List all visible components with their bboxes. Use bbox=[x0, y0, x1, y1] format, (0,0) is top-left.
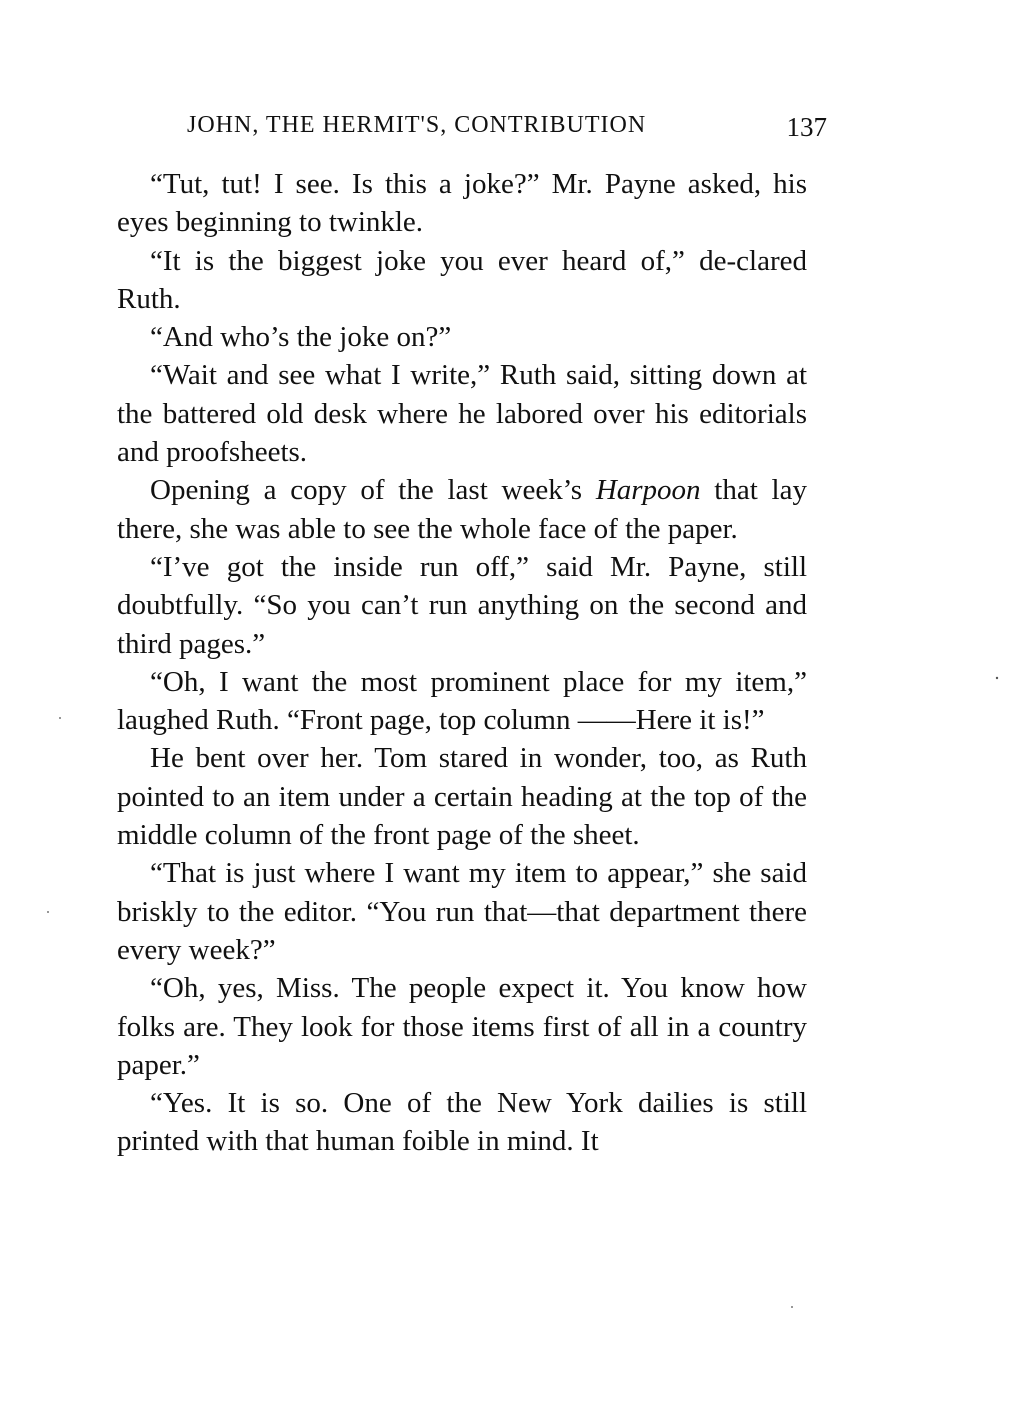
paragraph: “And who’s the joke on?” bbox=[150, 321, 452, 354]
newspaper-title: Harpoon bbox=[595, 474, 701, 507]
running-head: JOHN, THE HERMIT'S, CONTRIBUTION bbox=[187, 112, 647, 138]
scan-speck bbox=[47, 911, 49, 913]
scan-speck bbox=[996, 677, 998, 679]
paragraph: “Tut, tut! I see. Is this a joke?” Mr. Payne asked, his eyes beginning to twinkle. bbox=[117, 168, 807, 239]
paragraph-text: Opening a copy of the last week’s bbox=[150, 474, 596, 507]
scan-speck bbox=[59, 717, 61, 719]
paragraph: “Yes. It is so. One of the New York dailies is still printed with that human foible in mind. It bbox=[117, 1087, 807, 1158]
paragraph: “Oh, I want the most prominent place for my item,” laughed Ruth. “Front page, top column ——Here it is!” bbox=[117, 665, 807, 737]
paragraph: “Oh, yes, Miss. The people expect it. You know how folks are. They look for those items first of all in a country paper.” bbox=[117, 972, 807, 1081]
paragraph: “Wait and see what I write,” Ruth said, sitting down at the battered old desk where he labored over his editorials and proofsheets. bbox=[117, 359, 807, 469]
page-number: 137 bbox=[786, 112, 827, 142]
paragraph-text: that lay there, she was able to see the whole face of the paper. bbox=[117, 474, 807, 545]
paragraph: “It is the biggest joke you ever heard of,” de-clared Ruth. bbox=[117, 244, 807, 315]
paragraph: “That is just where I want my item to appear,” she said briskly to the editor. “You run that—that department there every week?” bbox=[117, 857, 807, 966]
paragraph: He bent over her. Tom stared in wonder, too, as Ruth pointed to an item under a certain heading at the top of the middle column of the front page of the sheet. bbox=[117, 742, 807, 852]
scan-speck bbox=[791, 1306, 793, 1308]
paragraph: “I’ve got the inside run off,” said Mr. Payne, still doubtfully. “So you can’t run anything on the second and third pages.” bbox=[117, 550, 807, 660]
